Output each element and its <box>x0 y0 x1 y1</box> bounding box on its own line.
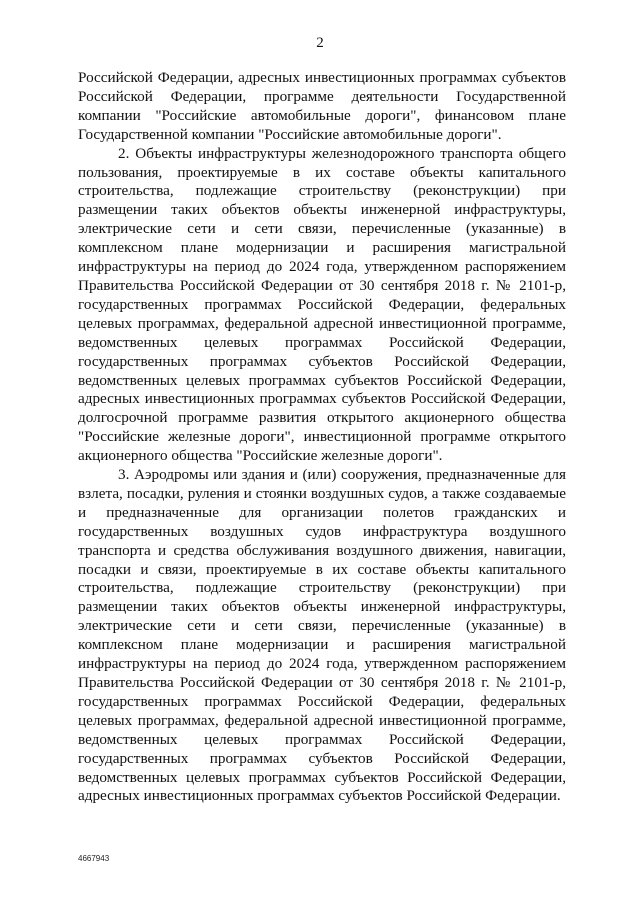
paragraph-continuation: Российской Федерации, адресных инвестиционных программах субъектов Российской Федерации, программе деятельности Государственной компании "Российские автомобильные дороги", финансовом плане Государственной компании "Российские автомобильные дороги". <box>78 69 566 143</box>
document-code: 4667943 <box>78 854 110 863</box>
paragraph-item-2: 2. Объекты инфраструктуры железнодорожного транспорта общего пользования, проектируемые в их составе объекты капитального строительства, подлежащие строительству (реконструкции) при размещении таких объектов объекты инженерной инфраструктуры, электрические сети и сети связи, перечисленные (указанные) в комплексном плане модернизации и расширения магистральной инфраструктуры на период до 2024 года, утвержденном распоряжением Правительства Российской Федерации от 30 сентября 2018 г. № 2101-р, государственных программах Российской Федерации, федеральных целевых программах, федеральной адресной инвестиционной программе, ведомственных целевых программах Российской Федерации, государственных программах субъектов Российской Федерации, ведомственных целевых программах субъектов Российской Федерации, адресных инвестиционных программах субъектов Российской Федерации, долгосрочной программе развития открытого акционерного общества "Российские железные дороги", инвестиционной программе открытого акционерного общества "Российские железные дороги". <box>78 144 566 465</box>
document-body <box>78 69 566 806</box>
page-number: 2 <box>316 35 324 51</box>
paragraph-item-3: 3. Аэродромы или здания и (или) сооружения, предназначенные для взлета, посадки, руления и стоянки воздушных судов, а также создаваемые и предназначенные для организации полетов гражданских и государственных воздушных судов инфраструктура воздушного транспорта и средства обслуживания воздушного движения, навигации, посадки и связи, проектируемые в их составе объекты капитального строительства, подлежащие строительству (реконструкции) при размещении таких объектов объекты инженерной инфраструктуры, электрические сети и сети связи, перечисленные (указанные) в комплексном плане модернизации и расширения магистральной инфраструктуры на период до 2024 года, утвержденном распоряжением Правительства Российской Федерации от 30 сентября 2018 г. № 2101-р, государственных программах Российской Федерации, федеральных целевых программах, федеральной адресной инвестиционной программе, ведомственных целевых программах Российской Федерации, государственных программах субъектов Российской Федерации, ведомственных целевых программах субъектов Российской Федерации, адресных инвестиционных программах субъектов Российской Федерации. <box>78 466 566 805</box>
